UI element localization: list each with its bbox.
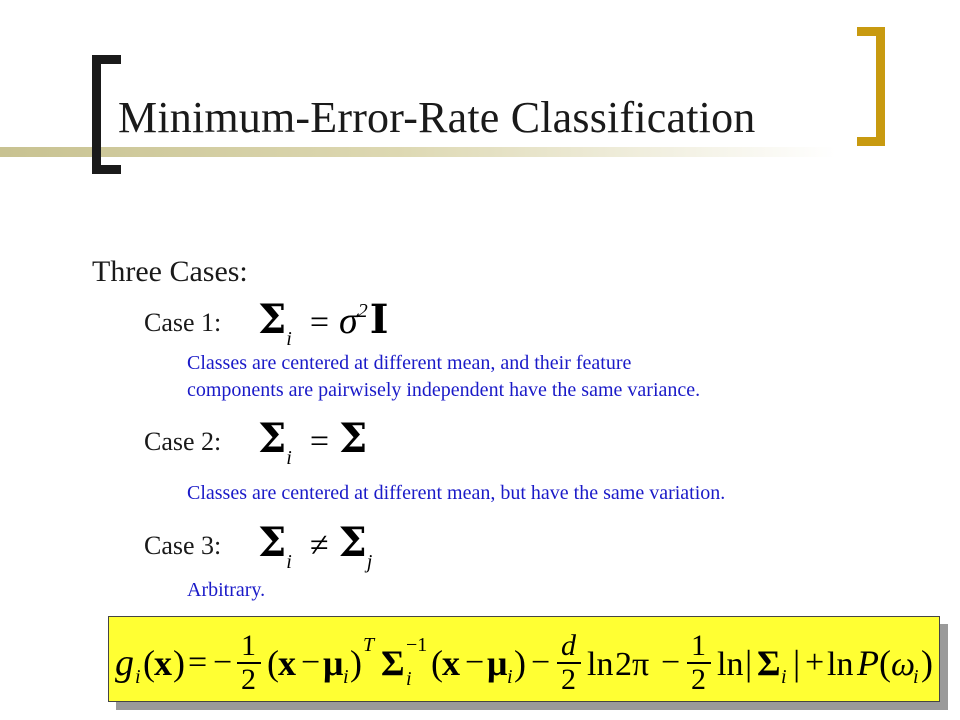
slide-title: Minimum-Error-Rate Classification <box>118 93 756 142</box>
case-1-description-line1: Classes are centered at different mean, and their feature <box>187 352 632 374</box>
equals-sign: = <box>309 423 330 460</box>
i-sub: i <box>507 666 513 688</box>
omega-symbol: ω <box>891 646 916 683</box>
minus-sign: − <box>531 644 551 681</box>
identity-matrix: I <box>369 296 389 343</box>
i-sub: i <box>135 666 141 688</box>
superscript: 2 <box>357 300 368 322</box>
minus-sign: − <box>465 644 485 681</box>
transpose-sup: T <box>363 634 375 656</box>
case-1-description-line2: components are pairwisely independent have the same variance. <box>187 379 701 401</box>
two: 2 <box>691 663 706 696</box>
equals-sign: = <box>188 644 208 681</box>
x-bold: x <box>154 643 172 683</box>
right-bracket-decoration <box>876 27 885 146</box>
minus-sign: − <box>213 644 233 681</box>
sigma-bold: Σ <box>757 643 781 683</box>
sigma-lower: σ <box>339 300 358 342</box>
ln: ln <box>587 646 614 683</box>
d-symbol: d <box>561 629 576 662</box>
subscript: i <box>286 447 292 469</box>
case-1-label: Case 1: <box>144 308 222 337</box>
rparen: ) <box>350 643 362 683</box>
i-sub: i <box>781 666 787 688</box>
left-bracket-bottom <box>92 165 121 174</box>
right-bracket-bottom <box>857 137 885 146</box>
rparen: ) <box>514 643 526 683</box>
equals-sign: = <box>309 304 330 341</box>
lparen: ( <box>431 643 443 683</box>
discriminant-formula-box <box>108 616 940 702</box>
lparen: ( <box>267 643 279 683</box>
discriminant-formula <box>113 627 935 696</box>
sigma-bold: Σ <box>381 643 405 683</box>
mu-bold: μ <box>323 643 344 683</box>
sigma-symbol: Σ <box>258 415 287 462</box>
case-3-description: Arbitrary. <box>187 579 266 601</box>
case-2-label: Case 2: <box>144 427 222 456</box>
case-2-equation <box>258 415 368 469</box>
sigma-symbol: Σ <box>258 296 287 343</box>
case-3-label: Case 3: <box>144 531 222 560</box>
p-symbol: P <box>857 643 879 683</box>
x-bold: x <box>278 643 296 683</box>
left-bracket-decoration <box>92 55 101 174</box>
two: 2 <box>561 663 576 696</box>
g-symbol: g <box>115 642 134 684</box>
one: 1 <box>241 629 256 662</box>
mu-bold: μ <box>487 643 508 683</box>
sigma-symbol: Σ <box>258 519 287 566</box>
subscript: i <box>286 328 292 350</box>
case-2-description: Classes are centered at different mean, but have the same variation. <box>187 482 726 504</box>
minus-sign: − <box>661 644 681 681</box>
rparen: ) <box>921 643 933 683</box>
two: 2 <box>241 663 256 696</box>
subscript: i <box>286 551 292 573</box>
x-bold: x <box>442 643 460 683</box>
ln: ln <box>717 646 744 683</box>
ln: ln <box>827 646 854 683</box>
i-sub: i <box>343 666 349 688</box>
case-3-equation <box>258 519 373 573</box>
lparen: ( <box>879 643 891 683</box>
inverse-sup: −1 <box>406 634 428 656</box>
abs-bar: | <box>745 643 753 683</box>
i-sub: i <box>913 666 919 688</box>
minus-sign: − <box>301 644 321 681</box>
two-pi: 2π <box>615 646 650 683</box>
abs-bar: | <box>793 643 801 683</box>
lparen: ( <box>143 643 155 683</box>
title-underline-bar <box>0 147 880 157</box>
right-bracket-top <box>857 27 885 36</box>
rparen: ) <box>173 643 185 683</box>
sigma-symbol: Σ <box>338 519 367 566</box>
one: 1 <box>691 629 706 662</box>
section-heading: Three Cases: <box>92 255 248 288</box>
case-1-equation <box>258 296 389 350</box>
i-sub: i <box>406 668 412 690</box>
plus-sign: + <box>805 644 825 681</box>
sigma-symbol: Σ <box>339 415 368 462</box>
not-equal-sign: ≠ <box>309 527 329 564</box>
subscript: j <box>366 551 373 573</box>
left-bracket-top <box>92 55 121 64</box>
